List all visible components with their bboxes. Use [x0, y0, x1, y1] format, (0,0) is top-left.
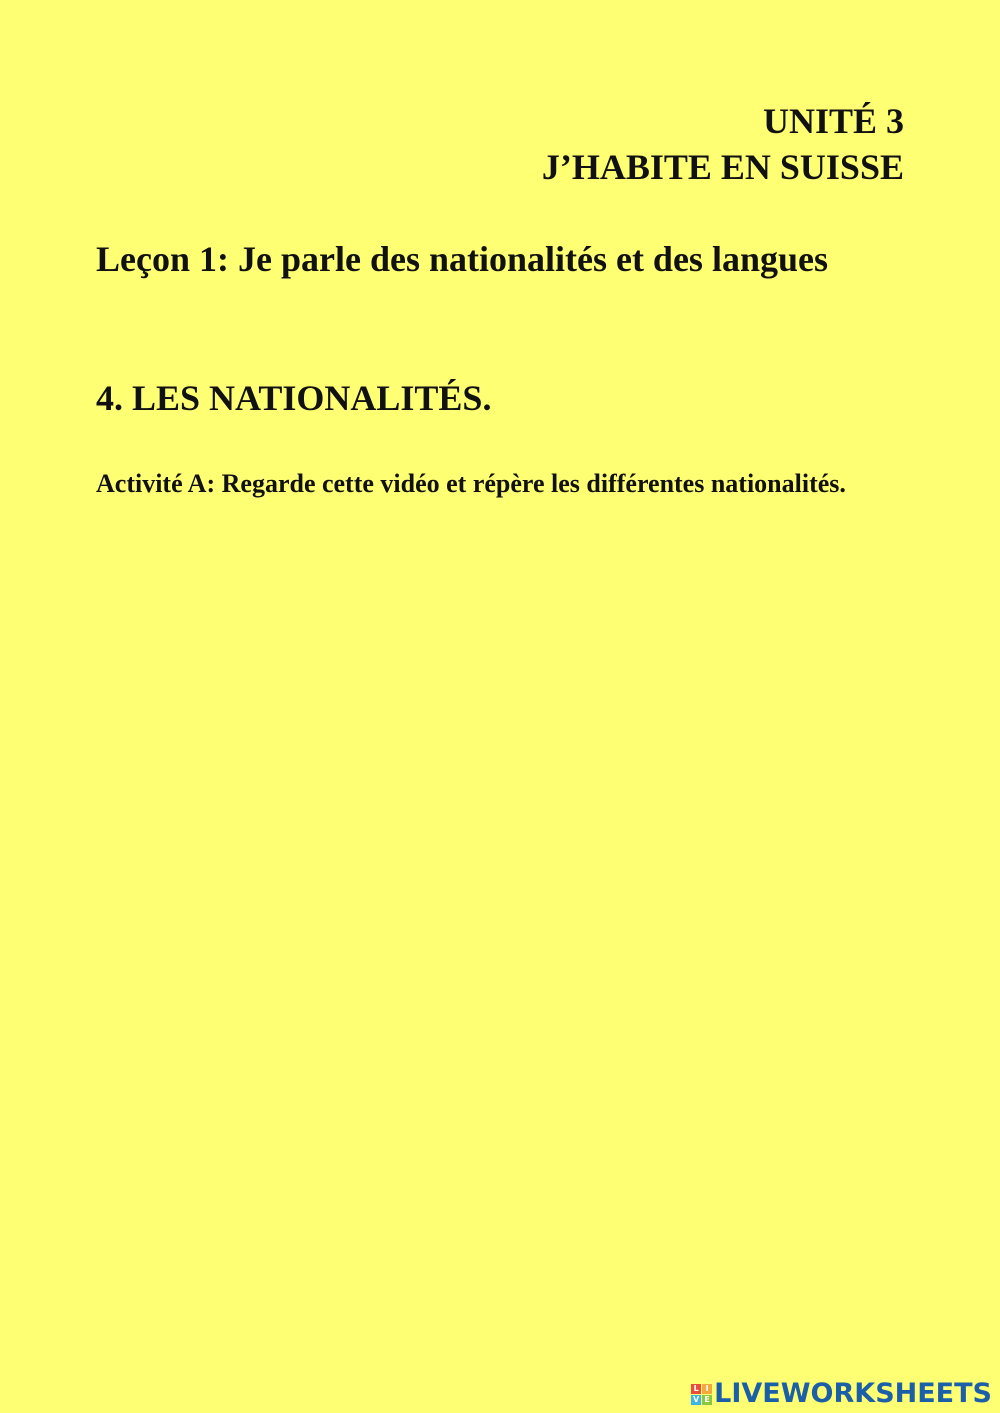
liveworksheets-logo [691, 1379, 992, 1409]
logo-mark-letter: L [691, 1384, 701, 1394]
lesson-title: Leçon 1: Je parle des nationalités et des langues [96, 239, 828, 279]
activity-text: Regarde cette vidéo et répère les différentes nationalités. [221, 469, 846, 498]
section-title: 4. LES NATIONALITÉS. [96, 378, 492, 418]
activity-instruction [96, 467, 856, 501]
unit-header [542, 98, 904, 190]
activity-label: Activité A: [96, 469, 216, 498]
unit-title: J’HABITE EN SUISSE [541, 147, 904, 187]
logo-mark-letter: E [702, 1395, 712, 1405]
unit-number: UNITÉ 3 [762, 101, 904, 141]
logo-mark-letter: I [702, 1384, 712, 1394]
logo-text: LIVEWORKSHEETS [714, 1378, 992, 1409]
logo-mark-icon [691, 1384, 712, 1405]
logo-mark-letter: V [693, 1394, 700, 1404]
